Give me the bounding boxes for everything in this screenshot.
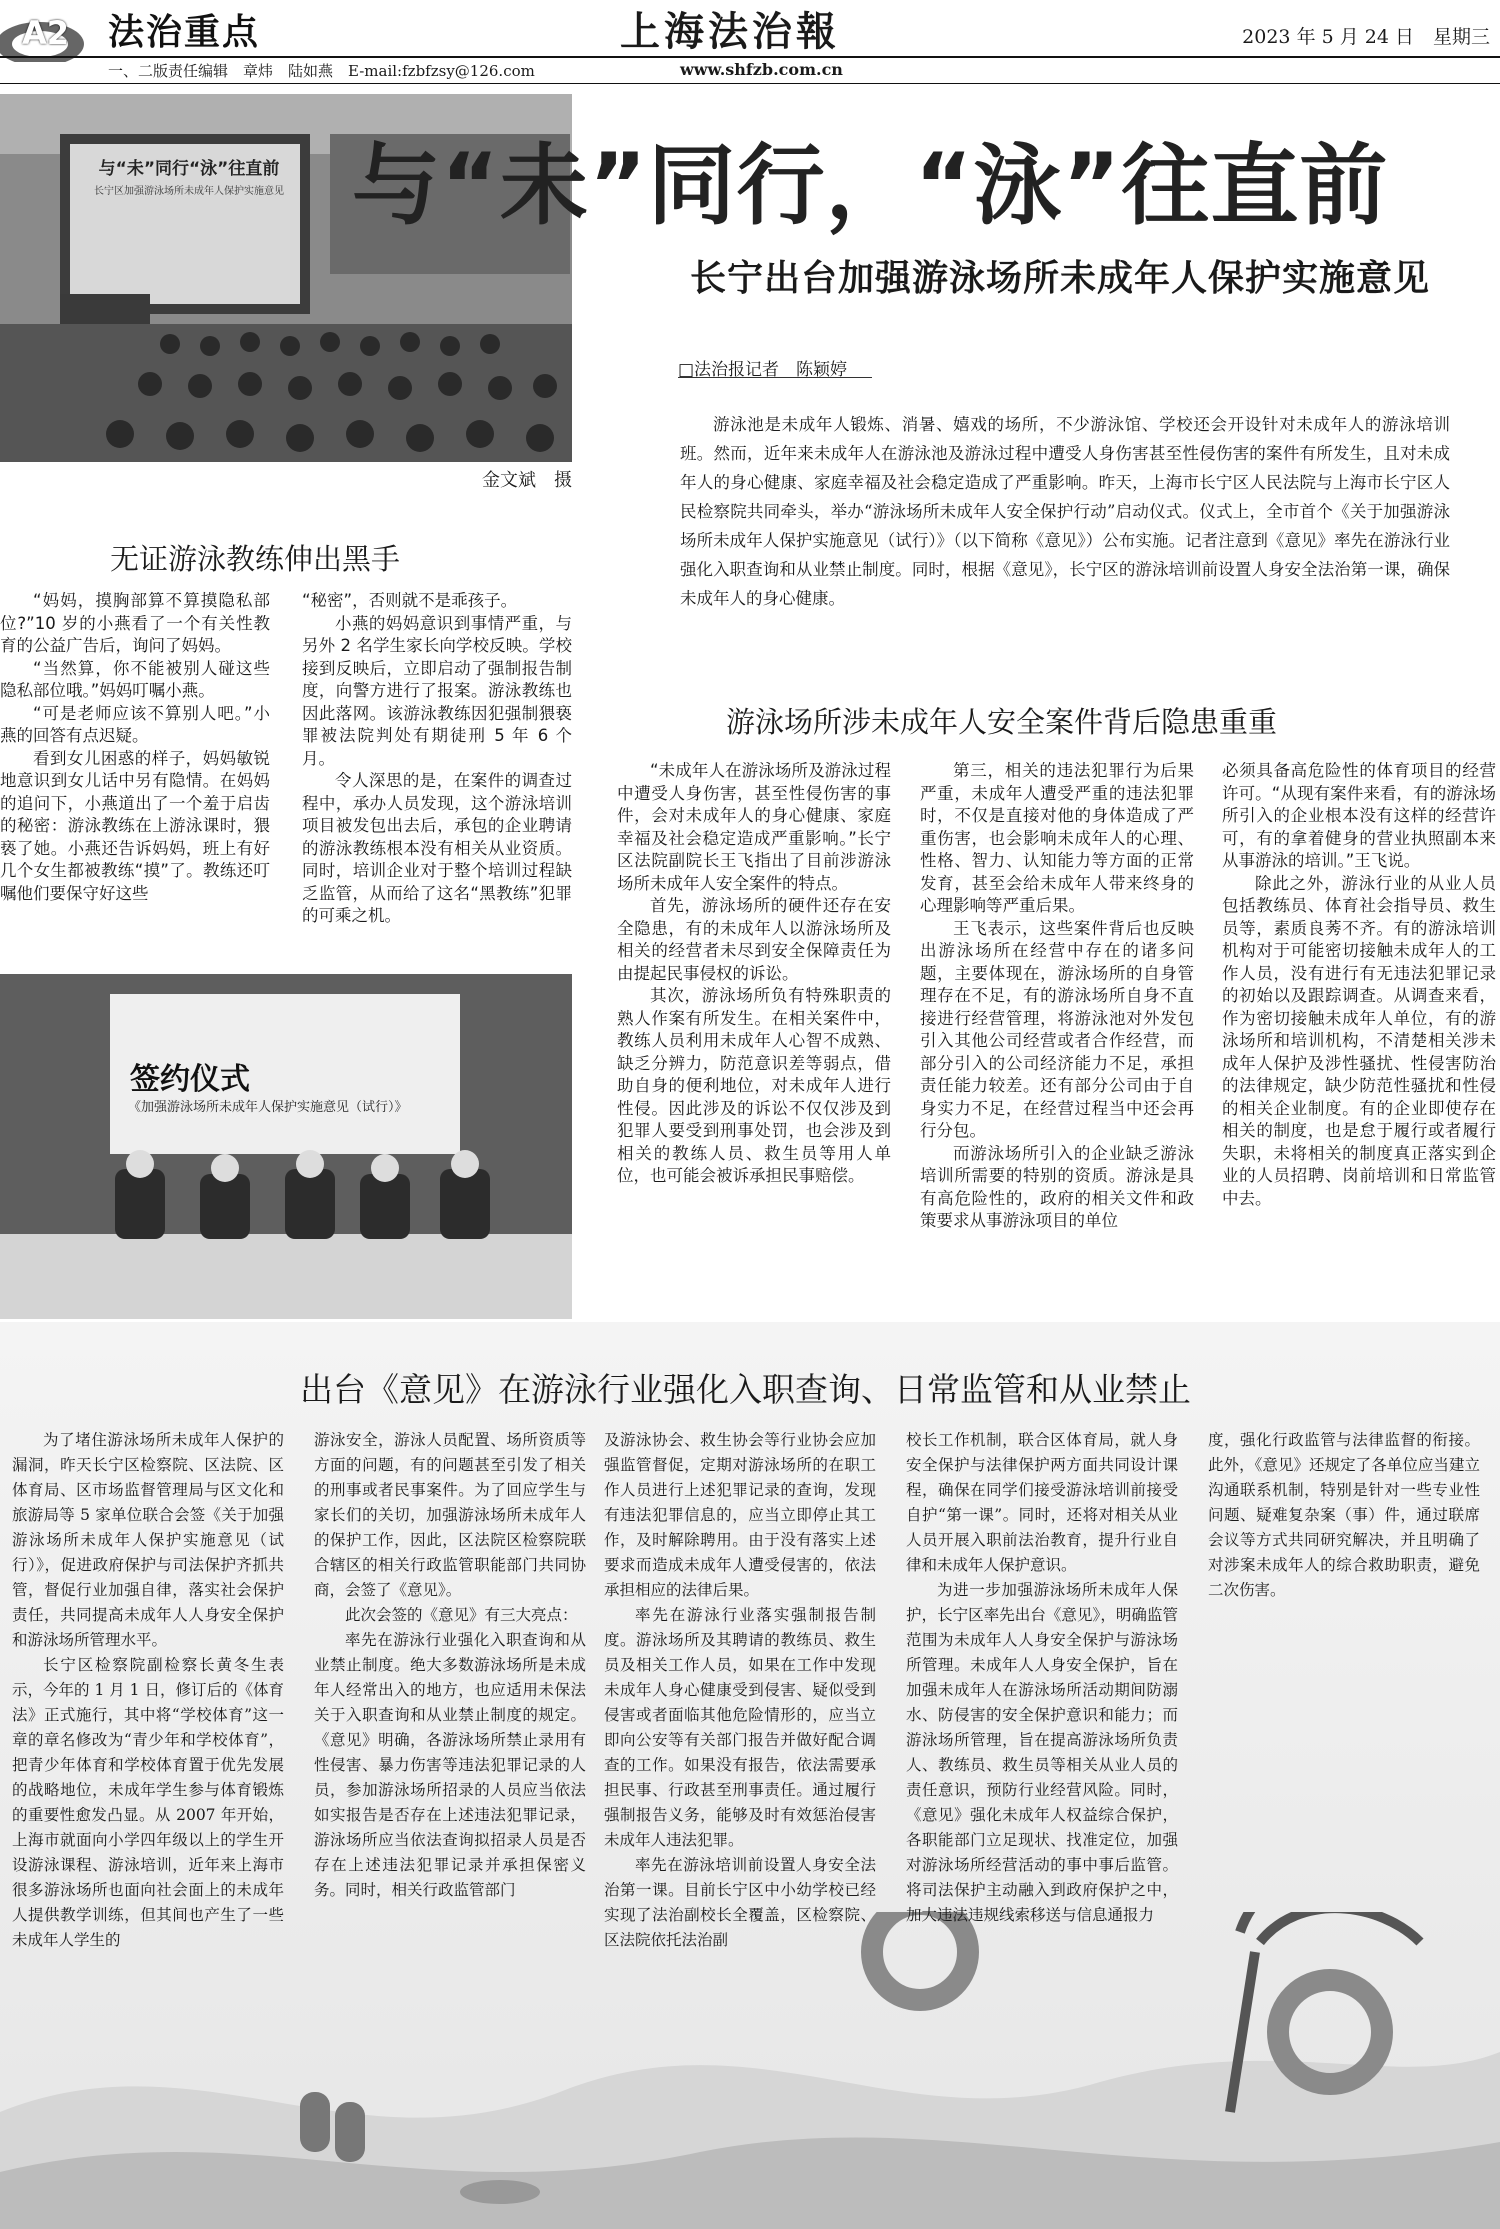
paragraph: 小燕的妈妈意识到事情严重，与另外 2 名学生家长向学校反映。学校接到反映后，立即启动了强制报告制度，向警方进行了报案。游泳教练也因此落网。该游泳教练因犯强制猥亵罪被法院判处有期徒刑 5 年 6 个月。 [302,613,572,768]
left-story-headline: 无证游泳教练伸出黑手 [110,542,401,576]
bottom-story-column-4 [906,1428,1178,1988]
website-url: www.shfzb.com.cn [680,60,843,79]
paragraph: 校长工作机制，联合区体育局，就人身安全保护与法律保护两方面共同设计课程，确保在同学们接受游泳培训前接受自护“第一课”。同时，还将对相关从业人员开展入职前法治教育，提升行业自律和未成年人保护意识。 [906,1431,1178,1574]
right-story-column-2 [920,760,1194,1280]
paragraph: 必须具备高危险性的体育项目的经营许可。“从现有案件来看，有的游泳场所引入的企业根本没有这样的经营许可，有的拿着健身的营业执照副本来从事游泳的培训。”王飞说。 [1222,761,1496,870]
newspaper-masthead: 上海法治報 [620,8,840,55]
paragraph: 游泳安全，游泳人员配置、场所资质等方面的问题，有的问题甚至引发了相关的刑事或者民事案件。为了回应学生与家长们的关切，加强游泳场所未成年人的保护工作，因此，区法院区检察院联合辖区的相关行政监管职能部门共同协商，会签了《意见》。 [314,1431,586,1599]
paragraph: 长宁区检察院副检察长黄冬生表示，今年的 1 月 1 日，修订后的《体育法》正式施行，其中将“学校体育”这一章的章名修改为“青少年和学校体育”，把青少年体育和学校体育置于优先发展的战略地位，未成年学生参与体育锻炼的重要性愈发凸显。从 2007 年开始，上海市就面向小学四年级以上的学生开设游泳课程、游泳培训，近年来上海市很多游泳场所也面向社会面上的未成年人提供教学训练，但其间也产生了一些未成年人学生的 [12,1656,284,1949]
right-story-column-1 [617,760,891,1280]
main-headline: 与“未”同行，“泳”往直前 [352,134,1389,237]
bottom-story-column-1 [12,1428,284,1988]
paragraph: “当然算，你不能被别人碰这些隐私部位哦。”妈妈叮嘱小燕。 [0,658,270,700]
header-rule-thin [0,83,1500,84]
right-story-headline: 游泳场所涉未成年人安全案件背后隐患重重 [726,705,1278,739]
signing-illustration [0,974,572,1319]
paragraph: 率先在游泳行业强化入职查询和从业禁止制度。绝大多数游泳场所是未成年人经常出入的地方，也应适用未保法关于入职查询和从业禁止制度的规定。《意见》明确，各游泳场所禁止录用有性侵害、暴力伤害等违法犯罪记录的人员，参加游泳场所招录的人员应当依法如实报告是否存在上述违法犯罪记录，游泳场所应当依法查询拟招录人员是否存在上述违法犯罪记录并承担保密义务。同时，相关行政监管部门 [314,1631,586,1899]
paragraph: 其次，游泳场所负有特殊职责的熟人作案有所发生。在相关案件中，教练人员利用未成年人心智不成熟、缺乏分辨力，防范意识差等弱点，借助自身的便利地位，对未成年人进行性侵。因此涉及的诉讼不仅仅涉及到犯罪人要受到刑事处罚，也会涉及到相关的教练人员、救生员等用人单位，也可能会被诉承担民事赔偿。 [617,986,891,1185]
main-subheadline: 长宁出台加强游泳场所未成年人保护实施意见 [690,258,1431,299]
lead-paragraph: 游泳池是未成年人锻炼、消暑、嬉戏的场所，不少游泳馆、学校还会开设针对未成年人的游泳培训班。然而，近年来未成年人在游泳池及游泳过程中遭受人身伤害甚至性侵伤害的案件有所发生，且对未成年人的身心健康、家庭幸福及社会稳定造成了严重影响。昨天，上海市长宁区人民法院与上海市长宁区人民检察院共同牵头，举办“游泳场所未成年人安全保护行动”启动仪式。仪式上，全市首个《关于加强游泳场所未成年人保护实施意见（试行）》（以下简称《意见》）公布实施。记者注意到《意见》率先在游泳行业强化入职查询和从业禁止制度。同时，根据《意见》，长宁区的游泳培训前设置人身安全法治第一课，确保未成年人的身心健康。 [680,415,1450,608]
paragraph: 王飞表示，这些案件背后也反映出游泳场所在经营中存在的诸多问题，主要体现在，游泳场所的自身管理存在不足，有的游泳场所自身不直接进行经营管理，将游泳池对外发包引入其他公司经营或者合作经营，而部分引入的公司经济能力不足，承担责任能力较差。还有部分公司由于自身实力不足，在经营过程当中还会再行分包。 [920,918,1194,1140]
paragraph: “妈妈，摸胸部算不算摸隐私部位?”10 岁的小燕看了一个有关性教育的公益广告后，询问了妈妈。 [0,591,270,655]
section-title: 法治重点 [108,12,261,53]
paragraph: 而游泳场所引入的企业缺乏游泳培训所需要的特别的资质。游泳是具有高危险性的，政府的相关文件和政策要求从事游泳项目的单位 [920,1143,1194,1230]
signing-banner-title: 签约仪式 [130,1062,250,1097]
paragraph: 率先在游泳培训前设置人身安全法治第一课。目前长宁区中小幼学校已经实现了法治副校长全覆盖，区检察院、区法院依托法治副 [604,1856,876,1949]
paragraph: 此次会签的《意见》有三大亮点： [345,1606,578,1624]
page-number: A2 [22,14,70,52]
bottom-story-headline: 出台《意见》在游泳行业强化入职查询、日常监管和从业禁止 [300,1370,1191,1409]
paragraph: “未成年人在游泳场所及游泳过程中遭受人身伤害，甚至性侵伤害的事件，会对未成年人的身心健康、家庭幸福及社会稳定造成严重影响。”长宁区法院副院长王飞指出了目前涉游泳场所未成年人安全案件的特点。 [617,761,891,893]
editors-line: 一、二版责任编辑 章炜 陆如燕 E-mail:fzbfzsy@126.com [108,62,535,80]
issue-date: 2023 年 5 月 24 日 星期三 [1242,26,1490,48]
paragraph: 度，强化行政监管与法律监督的衔接。此外，《意见》还规定了各单位应当建立沟通联系机制，特别是针对一些专业性问题、疑难复杂案（事）件，通过联席会议等方式共同研究解决，并且明确了对涉案未成年人的综合救助职责，避免二次伤害。 [1208,1431,1480,1599]
paragraph: “可是老师应该不算别人吧。”小燕的回答有点迟疑。 [0,703,270,745]
signing-banner-subtitle: 《加强游泳场所未成年人保护实施意见（试行）》 [128,1100,408,1115]
screen-subtitle: 长宁区加强游泳场所未成年人保护实施意见 [94,186,284,197]
paragraph: 除此之外，游泳行业的从业人员包括教练员、体育社会指导员、救生员等，素质良莠不齐。有的游泳培训机构对于可能密切接触未成年人的工作人员，没有进行有无违法犯罪记录的初始以及跟踪调查。从调查来看，作为密切接触未成年人单位，有的游泳场所和培训机构，不清楚相关涉未成年人保护及涉性骚扰、性侵害防治的法律规定，缺少防范性骚扰和性侵的相关企业制度。有的企业即使存在相关的制度，也是怠于履行或者履行失职，未将相关的制度真正落实到企业的人员招聘、岗前培训和日常监管中去。 [1222,873,1496,1208]
bottom-story-column-5 [1208,1428,1480,1688]
paragraph: 为了堵住游泳场所未成年人保护的漏洞，昨天长宁区检察院、区法院、区体育局、区市场监督管理局与区文化和旅游局等 5 家单位联合会签《关于加强游泳场所未成年人保护实施意见（试行）》，促进政府保护与司法保护齐抓共管，督促行业加强自律，落实社会保护责任，共同提高未成年人人身安全保护和游泳场所管理水平。 [12,1431,284,1649]
paragraph: 令人深思的是，在案件的调查过程中，承办人员发现，这个游泳培训项目被发包出去后，承包的企业聘请的游泳教练根本没有相关从业资质。同时，培训企业对于整个培训过程缺乏监管，从而给了这名“黑教练”犯罪的可乘之机。 [302,771,572,925]
bottom-story-column-2 [314,1428,586,1988]
paragraph: 及游泳协会、救生协会等行业协会应加强监管督促，定期对游泳场所的在职工作人员进行上述犯罪记录的查询，发现有违法犯罪信息的，应当立即停止其工作，及时解除聘用。由于没有落实上述要求而造成未成年人遭受侵害的，依法承担相应的法律后果。 [604,1431,876,1599]
paragraph: 首先，游泳场所的硬件还存在安全隐患，有的未成年人以游泳场所及相关的经营者未尽到安全保障责任为由提起民事侵权的诉讼。 [617,896,891,983]
bottom-story-column-3 [604,1428,876,1988]
byline: □法治报记者 陈颖婷 [678,360,848,380]
right-story-column-3 [1222,760,1496,1280]
signing-ceremony-photo [0,974,572,1319]
paragraph: 第三，相关的违法犯罪行为后果严重，未成年人遭受严重的违法犯罪时，不仅是直接对他的身体造成了严重伤害，也会影响未成年人的心理、性格、智力、认知能力等方面的正常发育，甚至会给未成年人带来终身的心理影响等严重后果。 [920,761,1194,915]
left-story-column-1 [0,590,270,950]
paragraph: 看到女儿困惑的样子，妈妈敏锐地意识到女儿话中另有隐情。在妈妈的追问下，小燕道出了一个羞于启齿的秘密：游泳教练在上游泳课时，猥亵了她。小燕还告诉妈妈，班上有好几个女生都被教练“摸”了。教练还叮嘱他们要保守好这些 [0,748,270,903]
header-rule [0,56,1500,58]
paragraph: 率先在游泳行业落实强制报告制度。游泳场所及其聘请的教练员、救生员及相关工作人员，如果在工作中发现未成年人身心健康受到侵害、疑似受到侵害或者面临其他危险情形的，应当立即向公安等有关部门报告并做好配合调查的工作。如果没有报告，依法需要承担民事、行政甚至刑事责任。通过履行强制报告义务，能够及时有效惩治侵害未成年人违法犯罪。 [604,1606,876,1849]
paragraph: “秘密”，否则就不是乖孩子。 [302,591,518,610]
screen-title: 与“未”同行“泳”往直前 [98,159,280,179]
left-story-column-2 [302,590,572,950]
paragraph: 为进一步加强游泳场所未成年人保护，长宁区率先出台《意见》，明确监管范围为未成年人人身安全保护与游泳场所管理。未成年人人身安全保护，旨在加强未成年人在游泳场所活动期间防溺水、防侵害的安全保护意识和能力；而游泳场所管理，旨在提高游泳场所负责人、教练员、救生员等相关从业人员的责任意识，预防行业经营风险。同时，《意见》强化未成年人权益综合保护，各职能部门立足现状、找准定位，加强对游泳场所经营活动的事中事后监管。将司法保护主动融入到政府保护之中，加大违法违规线索移送与信息通报力 [906,1581,1178,1924]
photo-credit: 金文斌 摄 [482,470,572,491]
